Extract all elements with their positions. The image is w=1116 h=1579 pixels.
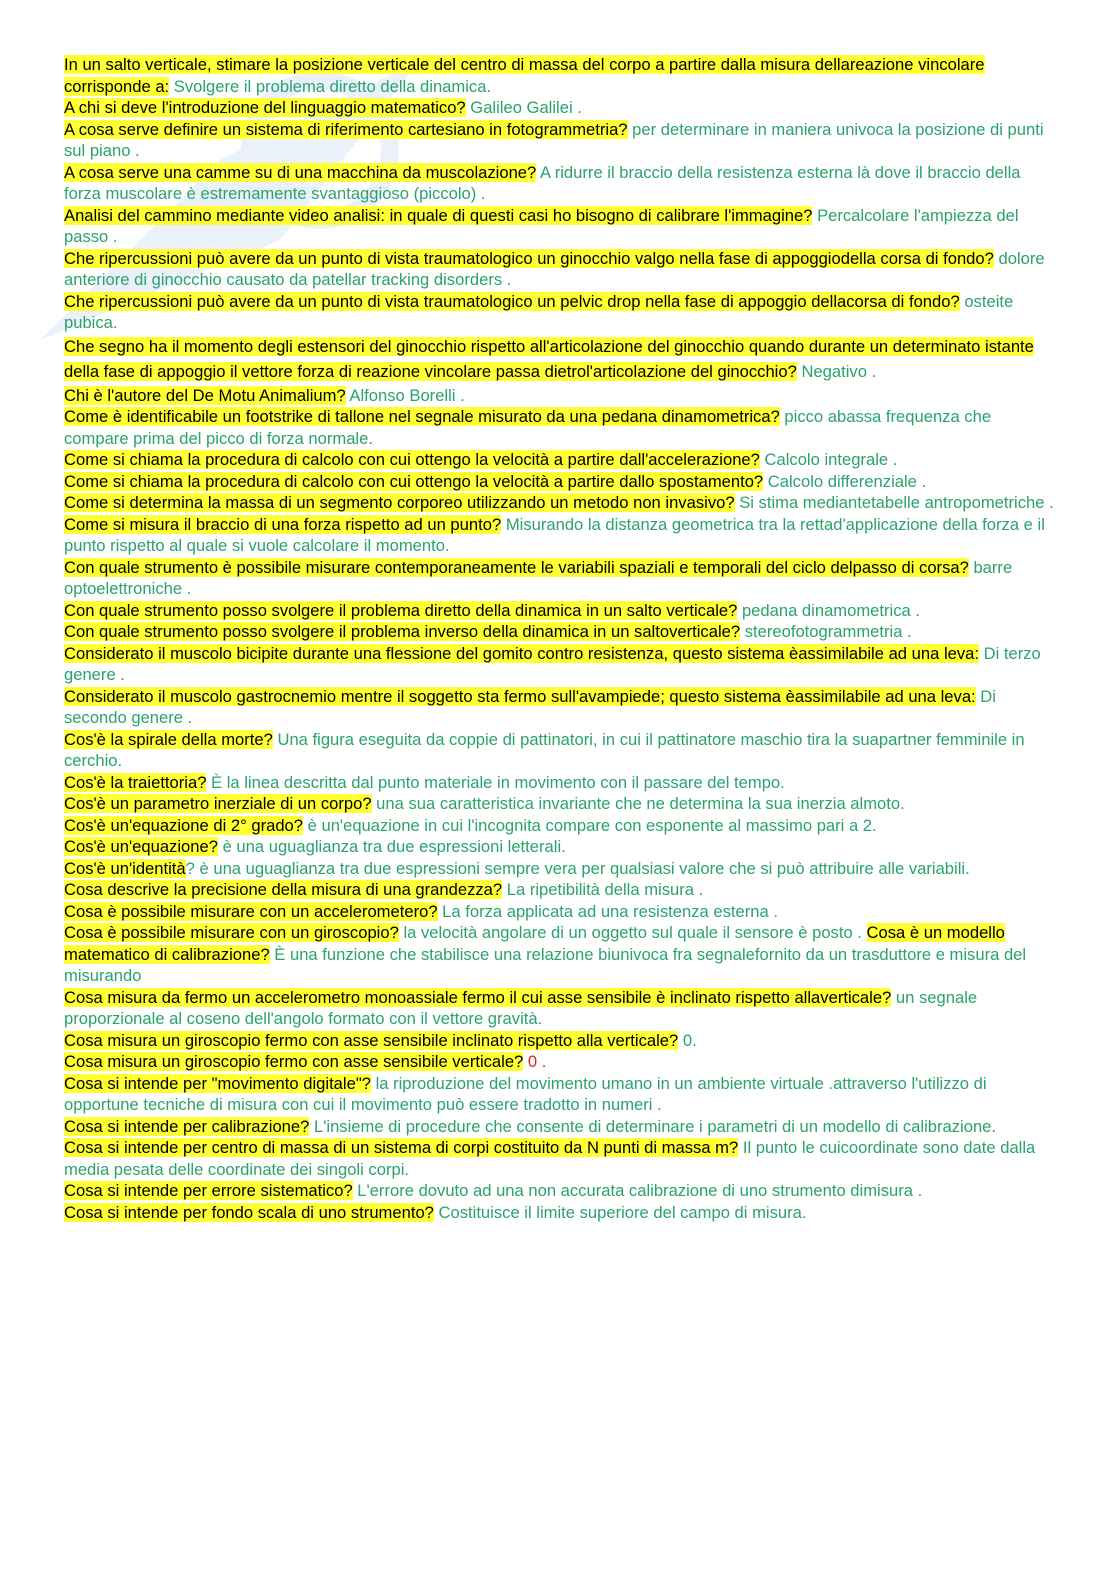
qa-item-1 — [64, 54, 1056, 97]
answer: osteite pubica. — [64, 291, 1014, 332]
question: Cosa è un modello matematico di calibrazione? — [64, 923, 1005, 964]
answer: Di secondo genere . — [64, 686, 996, 727]
qa-item-31 — [64, 1051, 1056, 1073]
qa-item-28 — [64, 922, 1056, 987]
qa-item-13 — [64, 492, 1056, 514]
question: Con quale strumento posso svolgere il problema inverso della dinamica in un saltoverticale? — [64, 622, 741, 641]
qa-item-33 — [64, 1116, 1056, 1138]
question: Cosa è possibile misurare con un giroscopio? — [64, 923, 399, 942]
qa-item-36 — [64, 1202, 1056, 1224]
answer: A ridurre il braccio della resistenza esterna là dove il braccio della forza muscolare è estremamente svantaggioso (piccolo) . — [64, 162, 1021, 203]
qa-item-9 — [64, 385, 1056, 407]
answer: L'errore dovuto ad una non accurata calibrazione di uno strumento dimisura . — [352, 1181, 923, 1200]
qa-item-22 — [64, 793, 1056, 815]
question: Che segno ha il momento degli estensori del ginocchio rispetto all'articolazione del ginocchio quando durante un determinato istante della fase di appoggio il vettore forza di reazione vincolare passa dietrol'articolazione del ginocchio? — [64, 336, 1034, 381]
qa-item-29 — [64, 987, 1056, 1030]
qa-item-17 — [64, 621, 1056, 643]
question: A cosa serve una camme su di una macchina da muscolazione? — [64, 162, 537, 182]
question: Cosa si intende per errore sistematico? — [64, 1181, 353, 1200]
question: Cosa si intende per "movimento digitale"? — [64, 1073, 371, 1093]
qa-item-34 — [64, 1137, 1056, 1180]
question: Considerato il muscolo gastrocnemio mentre il soggetto sta fermo sull'avampiede; questo sistema èassimilabile ad una leva: — [64, 686, 976, 706]
qa-item-27 — [64, 901, 1056, 923]
answer: è un'equazione in cui l'incognita compare con esponente al massimo pari a 2. — [303, 815, 877, 835]
question: Cosa si intende per centro di massa di un sistema di corpi costituito da N punti di massa m? — [64, 1138, 739, 1157]
question: Cosa misura un giroscopio fermo con asse sensibile verticale? — [64, 1052, 524, 1071]
question: A chi si deve l'introduzione del linguaggio matematico? — [64, 98, 466, 117]
question: A cosa serve definire un sistema di riferimento cartesiano in fotogrammetria? — [64, 119, 628, 139]
question: Con quale strumento è possibile misurare contemporaneamente le variabili spaziali e temporali del ciclo delpasso di corsa? — [64, 557, 969, 577]
qa-item-16 — [64, 600, 1056, 622]
question: Cosa misura un giroscopio fermo con asse sensibile inclinato rispetto alla verticale? — [64, 1030, 679, 1050]
answer: stereofotogrammetria . — [740, 622, 912, 641]
qa-item-14 — [64, 514, 1056, 557]
answer: È una funzione che stabilisce una relazione biunivoca fra segnalefornito da un trasduttore e misura del misurando — [64, 944, 1027, 985]
answer: Una figura eseguita da coppie di pattinatori, in cui il pattinatore maschio tira la suapartner femminile in cerchio. — [64, 729, 1025, 770]
answer: Calcolo differenziale . — [763, 471, 927, 491]
answer: una sua caratteristica invariante che ne determina la sua inerzia almoto. — [371, 794, 905, 813]
qa-item-3 — [64, 119, 1056, 162]
answer: per determinare in maniera univoca la posizione di punti sul piano . — [64, 119, 1044, 160]
qa-item-30 — [64, 1030, 1056, 1052]
question: Come si chiama la procedura di calcolo con cui ottengo la velocità a partire dall'accelerazione? — [64, 450, 760, 469]
qa-item-8 — [64, 334, 1056, 385]
answer: la velocità angolare di un oggetto sul quale il sensore è posto . — [398, 923, 862, 942]
answer: Costituisce il limite superiore del campo di misura. — [433, 1202, 807, 1222]
question: Con quale strumento posso svolgere il problema diretto della dinamica in un salto verticale? — [64, 600, 738, 620]
qa-item-23 — [64, 815, 1056, 837]
answer: È la linea descritta dal punto materiale in movimento con il passare del tempo. — [206, 772, 785, 792]
qa-item-32 — [64, 1073, 1056, 1116]
qa-item-26 — [64, 879, 1056, 901]
qa-item-15 — [64, 557, 1056, 600]
question: In un salto verticale, stimare la posizione verticale del centro di massa del corpo a partire dalla misura dellareazione vincolare corrisponde a: — [64, 55, 985, 96]
question: Cos'è la spirale della morte? — [64, 729, 273, 749]
answer: pedana dinamometrica . — [737, 600, 920, 620]
question: Considerato il muscolo bicipite durante una flessione del gomito contro resistenza, questo sistema èassimilabile ad una leva: — [64, 643, 979, 663]
question: Cosa descrive la precisione della misura di una grandezza? — [64, 880, 503, 899]
qa-item-21 — [64, 772, 1056, 794]
answer: Misurando la distanza geometrica tra la rettad'applicazione della forza e il punto rispetto al quale si vuole calcolare il momento. — [64, 514, 1045, 555]
question: Analisi del cammino mediante video analisi: in quale di questi casi ho bisogno di calibrare l'immagine? — [64, 205, 813, 225]
question: Cosa si intende per calibrazione? — [64, 1116, 310, 1136]
answer: Negativo . — [796, 362, 877, 381]
answer: Galileo Galilei . — [465, 98, 582, 117]
question: Cosa si intende per fondo scala di uno strumento? — [64, 1202, 434, 1222]
question: Cos'è la traiettoria? — [64, 772, 207, 792]
answer: Svolgere il problema diretto della dinamica. — [169, 76, 492, 96]
question: Come è identificabile un footstrike di tallone nel segnale misurato da una pedana dinamometrica? — [64, 407, 780, 426]
answer: è una uguaglianza tra due espressioni letterali. — [217, 837, 566, 856]
qa-item-19 — [64, 686, 1056, 729]
answer: 0. — [678, 1030, 697, 1050]
qa-item-20 — [64, 729, 1056, 772]
answer: Percalcolare l'ampiezza del passo . — [64, 205, 1019, 246]
answer: La ripetibilità della misura . — [502, 880, 704, 899]
question: Cosa misura da fermo un accelerometro monoassiale fermo il cui asse sensibile è inclinato rispetto allaverticale? — [64, 987, 892, 1007]
qa-item-35 — [64, 1180, 1056, 1202]
answer: dolore anteriore di ginocchio causato da patellar tracking disorders . — [64, 248, 1045, 289]
answer: L'insieme di procedure che consente di determinare i parametri di un modello di calibrazione. — [309, 1116, 997, 1136]
question: Come si determina la massa di un segmento corporeo utilizzando un metodo non invasivo? — [64, 493, 735, 512]
qa-item-11 — [64, 449, 1056, 471]
qa-item-2 — [64, 97, 1056, 119]
answer: ? è una uguaglianza tra due espressioni sempre vera per qualsiasi valore che si può attribuire alle variabili. — [185, 858, 970, 878]
question: Come si chiama la procedura di calcolo con cui ottengo la velocità a partire dallo spostamento? — [64, 471, 764, 491]
answer: Calcolo integrale . — [759, 450, 898, 469]
answer: 0 . — [523, 1052, 547, 1071]
answer: La forza applicata ad una resistenza esterna . — [437, 901, 778, 921]
answer: Il punto le cuicoordinate sono date dalla media pesata delle coordinate dei singoli corpi. — [64, 1138, 1036, 1179]
question: Cos'è un'equazione di 2° grado? — [64, 815, 304, 835]
question: Cos'è un'identità — [64, 858, 186, 878]
answer: picco abassa frequenza che compare prima del picco di forza normale. — [64, 407, 992, 448]
answer: barre optoelettroniche . — [64, 557, 1013, 598]
qa-document — [64, 54, 1056, 1223]
question: Che ripercussioni può avere da un punto di vista traumatologico un ginocchio valgo nella fase di appoggiodella corsa di fondo? — [64, 248, 994, 268]
qa-item-24 — [64, 836, 1056, 858]
answer: Di terzo genere . — [64, 643, 1041, 684]
answer: Alfonso Borelli . — [345, 385, 465, 405]
qa-item-5 — [64, 205, 1056, 248]
question: Cos'è un'equazione? — [64, 837, 218, 856]
qa-item-10 — [64, 406, 1056, 449]
qa-item-25 — [64, 858, 1056, 880]
qa-item-6 — [64, 248, 1056, 291]
answer: la riproduzione del movimento umano in un ambiente virtuale .attraverso l'utilizzo di opportune tecniche di misura con cui il movimento può essere tradotto in numeri . — [64, 1073, 987, 1114]
question: Cosa è possibile misurare con un accelerometero? — [64, 901, 438, 921]
qa-item-12 — [64, 471, 1056, 493]
question: Come si misura il braccio di una forza rispetto ad un punto? — [64, 514, 502, 534]
answer: un segnale proporzionale al coseno dell'angolo formato con il vettore gravità. — [64, 987, 978, 1028]
qa-item-4 — [64, 162, 1056, 205]
answer: Si stima mediantetabelle antropometriche . — [734, 493, 1054, 512]
question: Cos'è un parametro inerziale di un corpo? — [64, 794, 372, 813]
qa-item-18 — [64, 643, 1056, 686]
question: Che ripercussioni può avere da un punto di vista traumatologico un pelvic drop nella fase di appoggio dellacorsa di fondo? — [64, 291, 960, 311]
question: Chi è l'autore del De Motu Animalium? — [64, 385, 346, 405]
qa-item-7 — [64, 291, 1056, 334]
